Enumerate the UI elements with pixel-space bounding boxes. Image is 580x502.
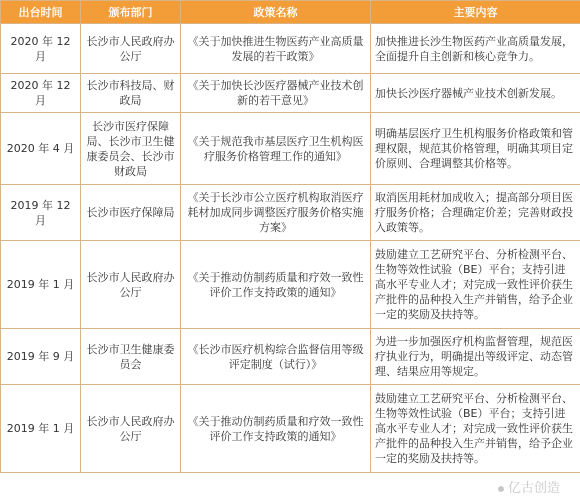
- cell-name: 《关于加快推进生物医药产业高质量发展的若干政策》: [181, 24, 371, 74]
- table-row: [1, 329, 580, 385]
- cell-name: 《关于长沙市公立医疗机构取消医疗耗材加成同步调整医疗服务价格实施方案》: [181, 185, 371, 241]
- table-row: [1, 185, 580, 241]
- cell-name: 《关于规范我市基层医疗卫生机构医疗服务价格管理工作的通知》: [181, 113, 371, 185]
- table-row: [1, 24, 580, 74]
- header-name: 政策名称: [181, 1, 371, 24]
- cell-name: 《长沙市医疗机构综合监督信用等级评定制度（试行）》: [181, 329, 371, 385]
- table-row: [1, 385, 580, 473]
- cell-name: 《关于推动仿制药质量和疗效一致性评价工作支持政策的通知》: [181, 241, 371, 329]
- header-dept: 颁布部门: [81, 1, 181, 24]
- cell-date: 2019 年 1 月: [1, 241, 81, 329]
- cell-content: 加快推进长沙生物医药产业高质量发展，全面提升自主创新和核心竞争力。: [371, 24, 580, 74]
- table-header-row: [1, 1, 580, 24]
- cell-dept: 长沙市医疗保障局: [81, 185, 181, 241]
- cell-content: 取消医用耗材加成收入；提高部分项目医疗服务价格；合理确定价差；完善财政投入政策等。: [371, 185, 580, 241]
- cell-date: 2019 年 9 月: [1, 329, 81, 385]
- cell-content: 明确基层医疗卫生机构服务价格政策和管理权限，规范其价格管理，明确其项目定价原则、合理调整其价格等。: [371, 113, 580, 185]
- cell-dept: 长沙市科技局、财政局: [81, 74, 181, 113]
- table-row: [1, 113, 580, 185]
- cell-content: 加快长沙医疗器械产业技术创新发展。: [371, 74, 580, 113]
- cell-date: 2020 年 12 月: [1, 24, 81, 74]
- watermark-logo-icon: [498, 486, 504, 492]
- cell-content: 鼓励建立工艺研究平台、分析检测平台、生物等效性试验（BE）平台；支持引进高水平专业人才；对完成一致性评价获生产批件的品种投入生产并销售，给予企业一定的奖励及扶持等。: [371, 241, 580, 329]
- cell-dept: 长沙市卫生健康委员会: [81, 329, 181, 385]
- cell-date: 2019 年 12 月: [1, 185, 81, 241]
- cell-name: 《关于加快长沙医疗器械产业技术创新的若干意见》: [181, 74, 371, 113]
- watermark-text: 亿古创造: [507, 481, 560, 496]
- cell-dept: 长沙市人民政府办公厅: [81, 24, 181, 74]
- header-date: 出台时间: [1, 1, 81, 24]
- cell-content: 为进一步加强医疗机构监督管理，规范医疗执业行为，明确提出等级评定、动态管理、结果应用等规定。: [371, 329, 580, 385]
- cell-date: 2019 年 1 月: [1, 385, 81, 473]
- cell-date: 2020 年 12 月: [1, 74, 81, 113]
- cell-name: 《关于推动仿制药质量和疗效一致性评价工作支持政策的通知》: [181, 385, 371, 473]
- table-row: [1, 241, 580, 329]
- header-content: 主要内容: [371, 1, 580, 24]
- watermark: [498, 477, 560, 496]
- cell-dept: 长沙市人民政府办公厅: [81, 385, 181, 473]
- cell-date: 2020 年 4 月: [1, 113, 81, 185]
- cell-dept: 长沙市医疗保障局、长沙市卫生健康委员会、长沙市财政局: [81, 113, 181, 185]
- table-row: [1, 74, 580, 113]
- cell-content: 鼓励建立工艺研究平台、分析检测平台、生物等效性试验（BE）平台；支持引进高水平专业人才；对完成一致性评价获生产批件的品种投入生产并销售，给予企业一定的奖励及扶持等。: [371, 385, 580, 473]
- cell-dept: 长沙市人民政府办公厅: [81, 241, 181, 329]
